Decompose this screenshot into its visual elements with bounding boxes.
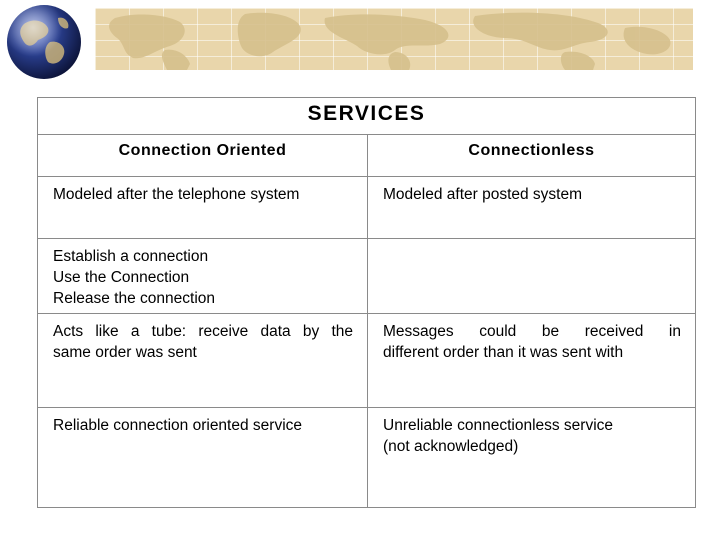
cell-text: same order was sent — [53, 344, 197, 361]
globe-icon — [4, 2, 84, 82]
world-map-banner — [95, 8, 693, 70]
table-title: SERVICES — [307, 102, 426, 125]
table-row — [38, 314, 695, 408]
table-row — [38, 239, 695, 314]
cell-text: Modeled after the telephone system — [53, 186, 300, 203]
table-cell — [368, 239, 695, 313]
world-map-icon — [95, 8, 693, 70]
table-cell — [38, 408, 368, 508]
header-cell-connectionless — [368, 135, 695, 176]
column-header-connectionless: Connectionless — [468, 142, 595, 159]
cell-text: Reliable connection oriented service — [53, 417, 303, 434]
table-cell — [368, 177, 695, 238]
table-row — [38, 408, 695, 508]
cell-text: Use the Connection — [53, 269, 190, 286]
table-cell — [368, 314, 695, 407]
cell-text: Acts like a tube: receive data by the — [53, 323, 353, 340]
table-cell — [38, 314, 368, 407]
cell-text: Modeled after posted system — [383, 186, 583, 203]
table-title-row — [38, 98, 695, 135]
cell-text: (not acknowledged) — [383, 438, 519, 455]
table-cell — [368, 408, 695, 508]
table-cell — [38, 239, 368, 313]
table-header-row — [38, 135, 695, 177]
services-table — [37, 97, 696, 508]
cell-text: Establish a connection — [53, 248, 209, 265]
cell-text: Messages could be received in — [383, 323, 681, 340]
table-row — [38, 177, 695, 239]
cell-text: different order than it was sent with — [383, 344, 624, 361]
column-header-connection-oriented: Connection Oriented — [118, 142, 287, 159]
cell-text: Release the connection — [53, 290, 216, 307]
table-cell — [38, 177, 368, 238]
cell-text: Unreliable connectionless service — [383, 417, 614, 434]
header-cell-connection-oriented — [38, 135, 368, 176]
